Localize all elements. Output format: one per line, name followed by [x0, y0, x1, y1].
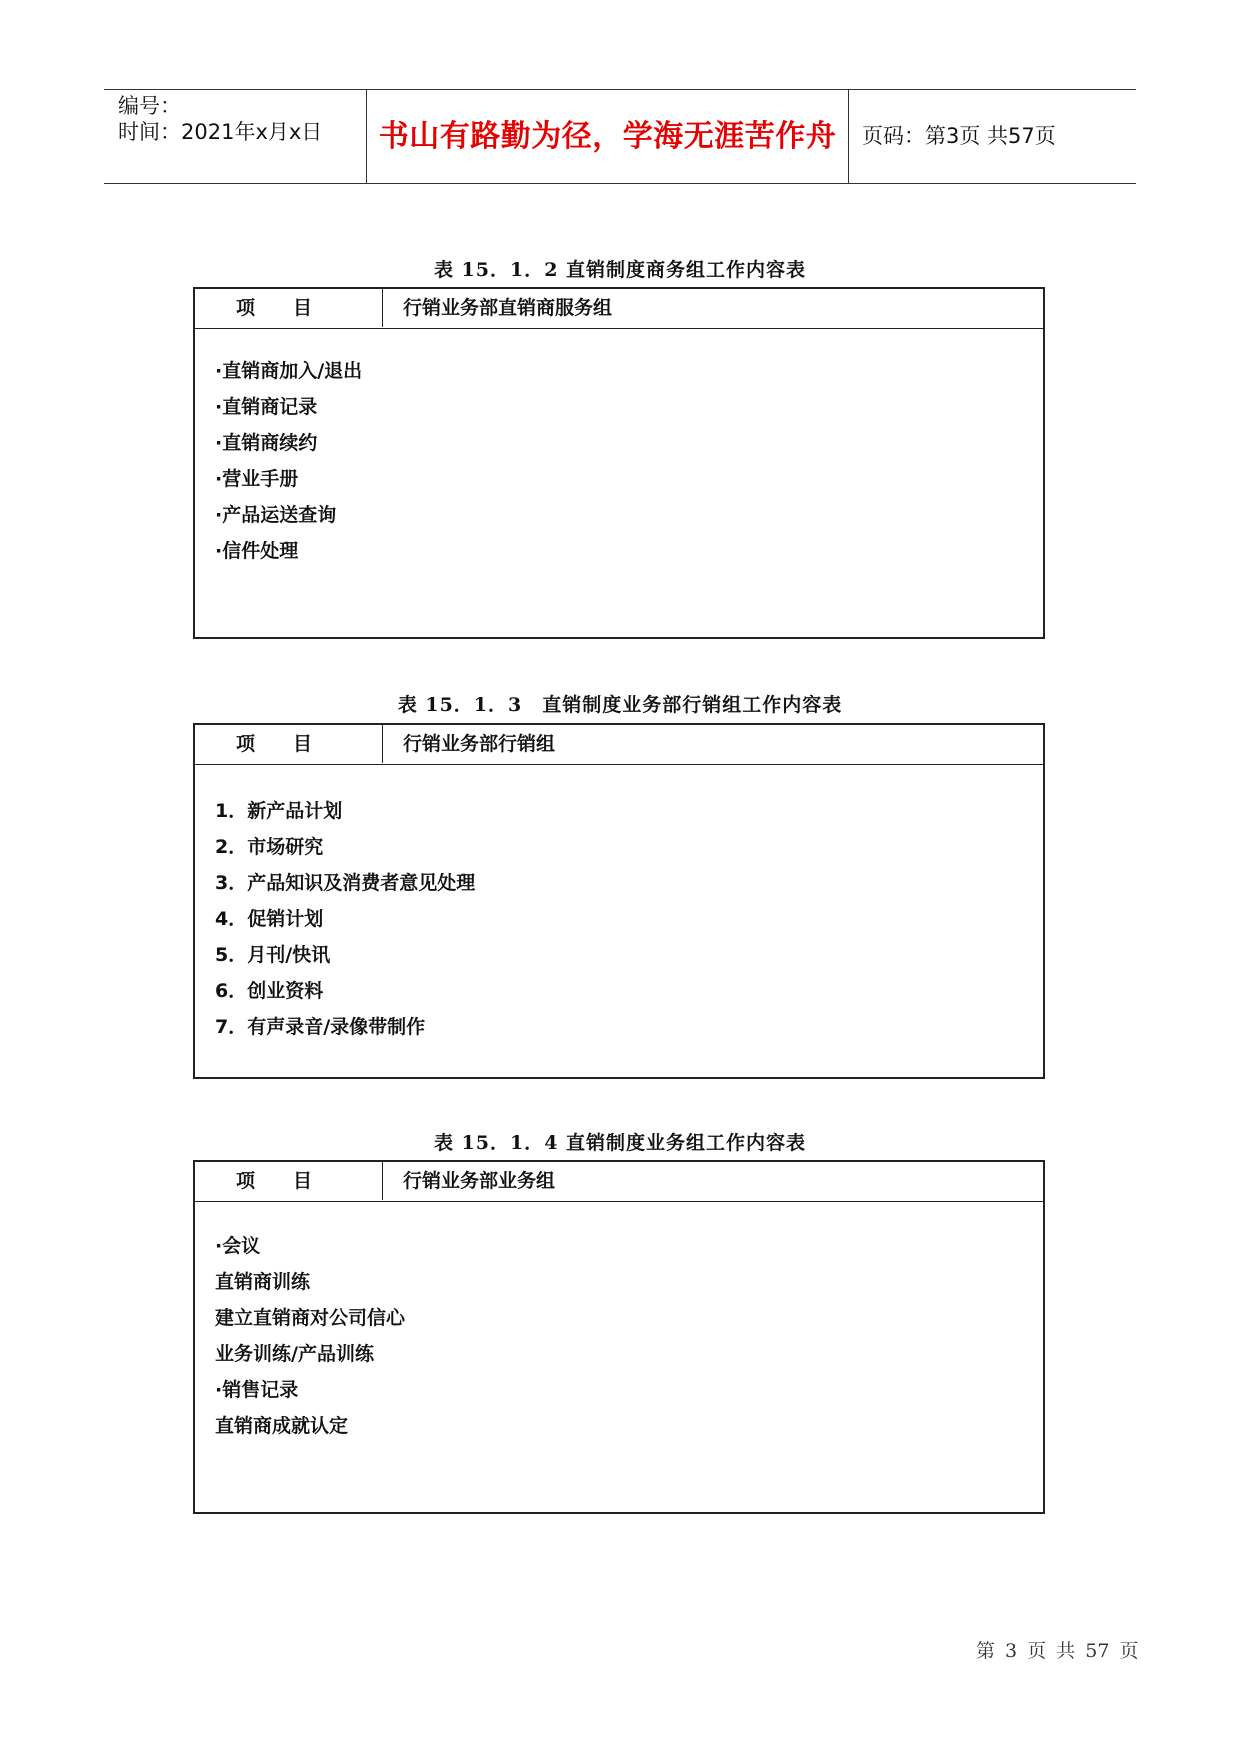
table-header-item-label: 项 目 — [195, 289, 383, 327]
list-item: 2．市场研究 — [215, 836, 324, 858]
list-item: 建立直销商对公司信心 — [215, 1307, 406, 1329]
table-caption: 表 15．1．4 直销制度业务组工作内容表 — [433, 1132, 807, 1154]
table-header-value: 行销业务部直销商服务组 — [403, 297, 613, 319]
content-table — [193, 1160, 1045, 1514]
table-header-value: 行销业务部业务组 — [403, 1170, 556, 1192]
list-item: ·信件处理 — [215, 540, 299, 562]
table-item-list — [215, 353, 362, 569]
table-caption: 表 15．1．3 直销制度业务部行销组工作内容表 — [397, 694, 843, 716]
table-caption: 表 15．1．2 直销制度商务组工作内容表 — [433, 259, 807, 281]
table-header-row — [195, 725, 1043, 765]
list-item: 7．有声录音/录像带制作 — [215, 1016, 426, 1038]
table-header-item-label: 项 目 — [195, 1162, 383, 1200]
content-table — [193, 723, 1045, 1079]
header-page-label: 页码：第3页 共57页 — [862, 124, 1056, 148]
list-item: ·直销商续约 — [215, 432, 318, 454]
header-meta-cell — [104, 90, 367, 183]
list-item: ·产品运送查询 — [215, 504, 337, 526]
list-item: 6．创业资料 — [215, 980, 324, 1002]
list-item: ·营业手册 — [215, 468, 299, 490]
list-item: ·直销商记录 — [215, 396, 318, 418]
page-header — [104, 89, 1136, 184]
table-item-list — [215, 1228, 405, 1444]
table-item-list — [215, 793, 475, 1045]
list-item: 5．月刊/快讯 — [215, 944, 331, 966]
list-item: 3．产品知识及消费者意见处理 — [215, 872, 476, 894]
list-item: 4．促销计划 — [215, 908, 324, 930]
table-header-value: 行销业务部行销组 — [403, 733, 556, 755]
document-number-label: 编号： — [118, 94, 181, 118]
list-item: 直销商训练 — [215, 1271, 311, 1293]
list-item: 直销商成就认定 — [215, 1415, 349, 1437]
content-table — [193, 287, 1045, 639]
table-header-row — [195, 1162, 1043, 1202]
table-header-row — [195, 289, 1043, 329]
table-header-item-label: 项 目 — [195, 725, 383, 763]
footer-page-number: 第 3 页 共 57 页 — [976, 1640, 1139, 1662]
header-motto: 书山有路勤为径，学海无涯苦作舟 — [367, 90, 849, 183]
list-item: ·销售记录 — [215, 1379, 299, 1401]
list-item: ·会议 — [215, 1235, 261, 1257]
list-item: 1．新产品计划 — [215, 800, 343, 822]
list-item: ·直销商加入/退出 — [215, 360, 363, 382]
list-item: 业务训练/产品训练 — [215, 1343, 374, 1365]
document-date-label: 时间：2021年x月x日 — [118, 120, 323, 144]
